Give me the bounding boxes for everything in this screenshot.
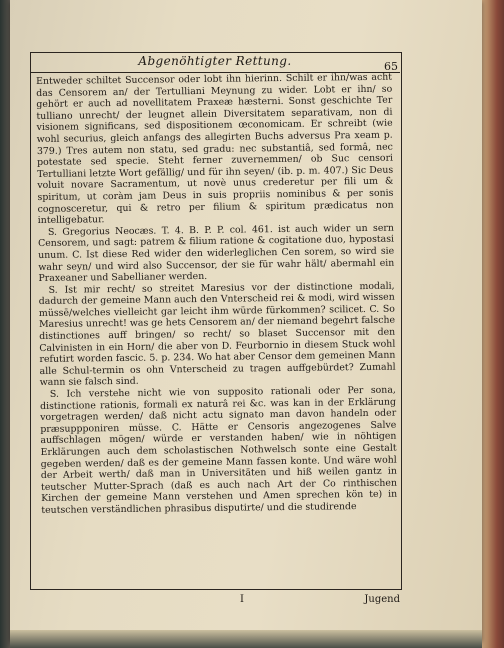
- catchword: Jugend: [364, 594, 400, 605]
- page-number: 65: [384, 60, 398, 73]
- paragraph: Entweder schiltet Succensor oder lobt ihn hierinn. Schilt er ihn/was acht das Censorem an/ der Tertulliani Meynung zu wider. Lobt er ihn/ so gehört er auch ad novellitatem Praxeæ hæsterni. Sonst geschichte Ter tulliano unrecht/ der leugnet allein Diversitatem separativam, non di visionem significans, sed dispositionem œconomicam. Er schreibt (wie wohl securius, gleich anfangs des allegirten Buchs adversus Pra xeam p. 379.) Tres autem non statu, sed gradu: nec substantiâ, sed formâ, nec potestate sed specie. Steht ferner zuvernemmen/ ob Suc censori Tertulliani letzte Wort gefällig/ und für ihn seyen/ (ib. p. m. 407.) Sic Deus voluit novare Sacramentum, ut novè unus crederetur per fili um & spiritum, ut coràm jam Deus in suis propriis nominibus & per sonis cognosceretur, qui & retro per filium & spiritum prædicatus non intelligebatur.: [36, 71, 394, 227]
- signature-mark: I: [240, 594, 244, 605]
- paragraph: S. Ist mir recht/ so streitet Maresius vor der distinctione modali, dadurch der gemeine Mann auch den Vnterscheid rei & modi, wird wissen müssē/welches vielleicht gar leicht ihm würde fürkommen? scilicet. C. So Maresius unrecht! was ge hets Censorem an/ der niemand begehrt falsche distinctiones auff bringen/ so recht/ so blaset Succensor mit den Calvinisten in ein Horn/ die aber von D. Feurbornio in diesem Stuck wohl refutirt worden fascic. 5. p. 234. Wo hat aber Censor dem gemeinen Mann alle Schul-termin os ohn Vnterscheid zu tragen auffgebürdet? Zumahl wann sie falsch sind.: [38, 280, 396, 389]
- page-shadow: [10, 630, 482, 648]
- scan-background: [0, 0, 10, 648]
- paragraph: S. Gregorius Neocæs. T. 4. B. P. P. col. 461. ist auch wider un sern Censorem, und sagt: patrem & filium ratione & cogitatione duo, hypostasi unum. C. Ist diese Red wider den widerleglichen Cen sorem, so wird sie wahr seyn/ und wird also Succensor, der sie für wahr hält/ abermahl ein Praxeaner und Sabellianer werden.: [37, 222, 395, 285]
- footer-line: [30, 594, 400, 608]
- running-head: Abgenöhtigter Rettung.: [138, 54, 292, 68]
- body-text: [36, 72, 397, 517]
- paragraph: S. Ich verstehe nicht wie von supposito rationali oder Per sona, distinctione rationis, formali ex naturâ rei &c. was kan in der Erklärung vorgetragen werden/ daß nicht actu signato man davon handeln oder præsuppponiren müsse. C. Hätte er Censoris angezogenes Salve auffschlagen mögen/ würde er verstanden haben/ wie in nöhtigen Erklärungen auch dem scholastischen Nothwelsch sonte eine Gestalt gegeben werden/ daß es der gemeine Mann fassen konte. Und wäre wohl der Arbeit werth/ daß man in Universitäten und hiß weilen gantz in teutscher Mutter-Sprach (daß es auch nach Art der Co rinthischen Kirchen der gemeine Mann verstehen und Amen sprechen kön te) in teutschen verständlichen phrasibus disputirte/ und die studirende: [39, 384, 398, 516]
